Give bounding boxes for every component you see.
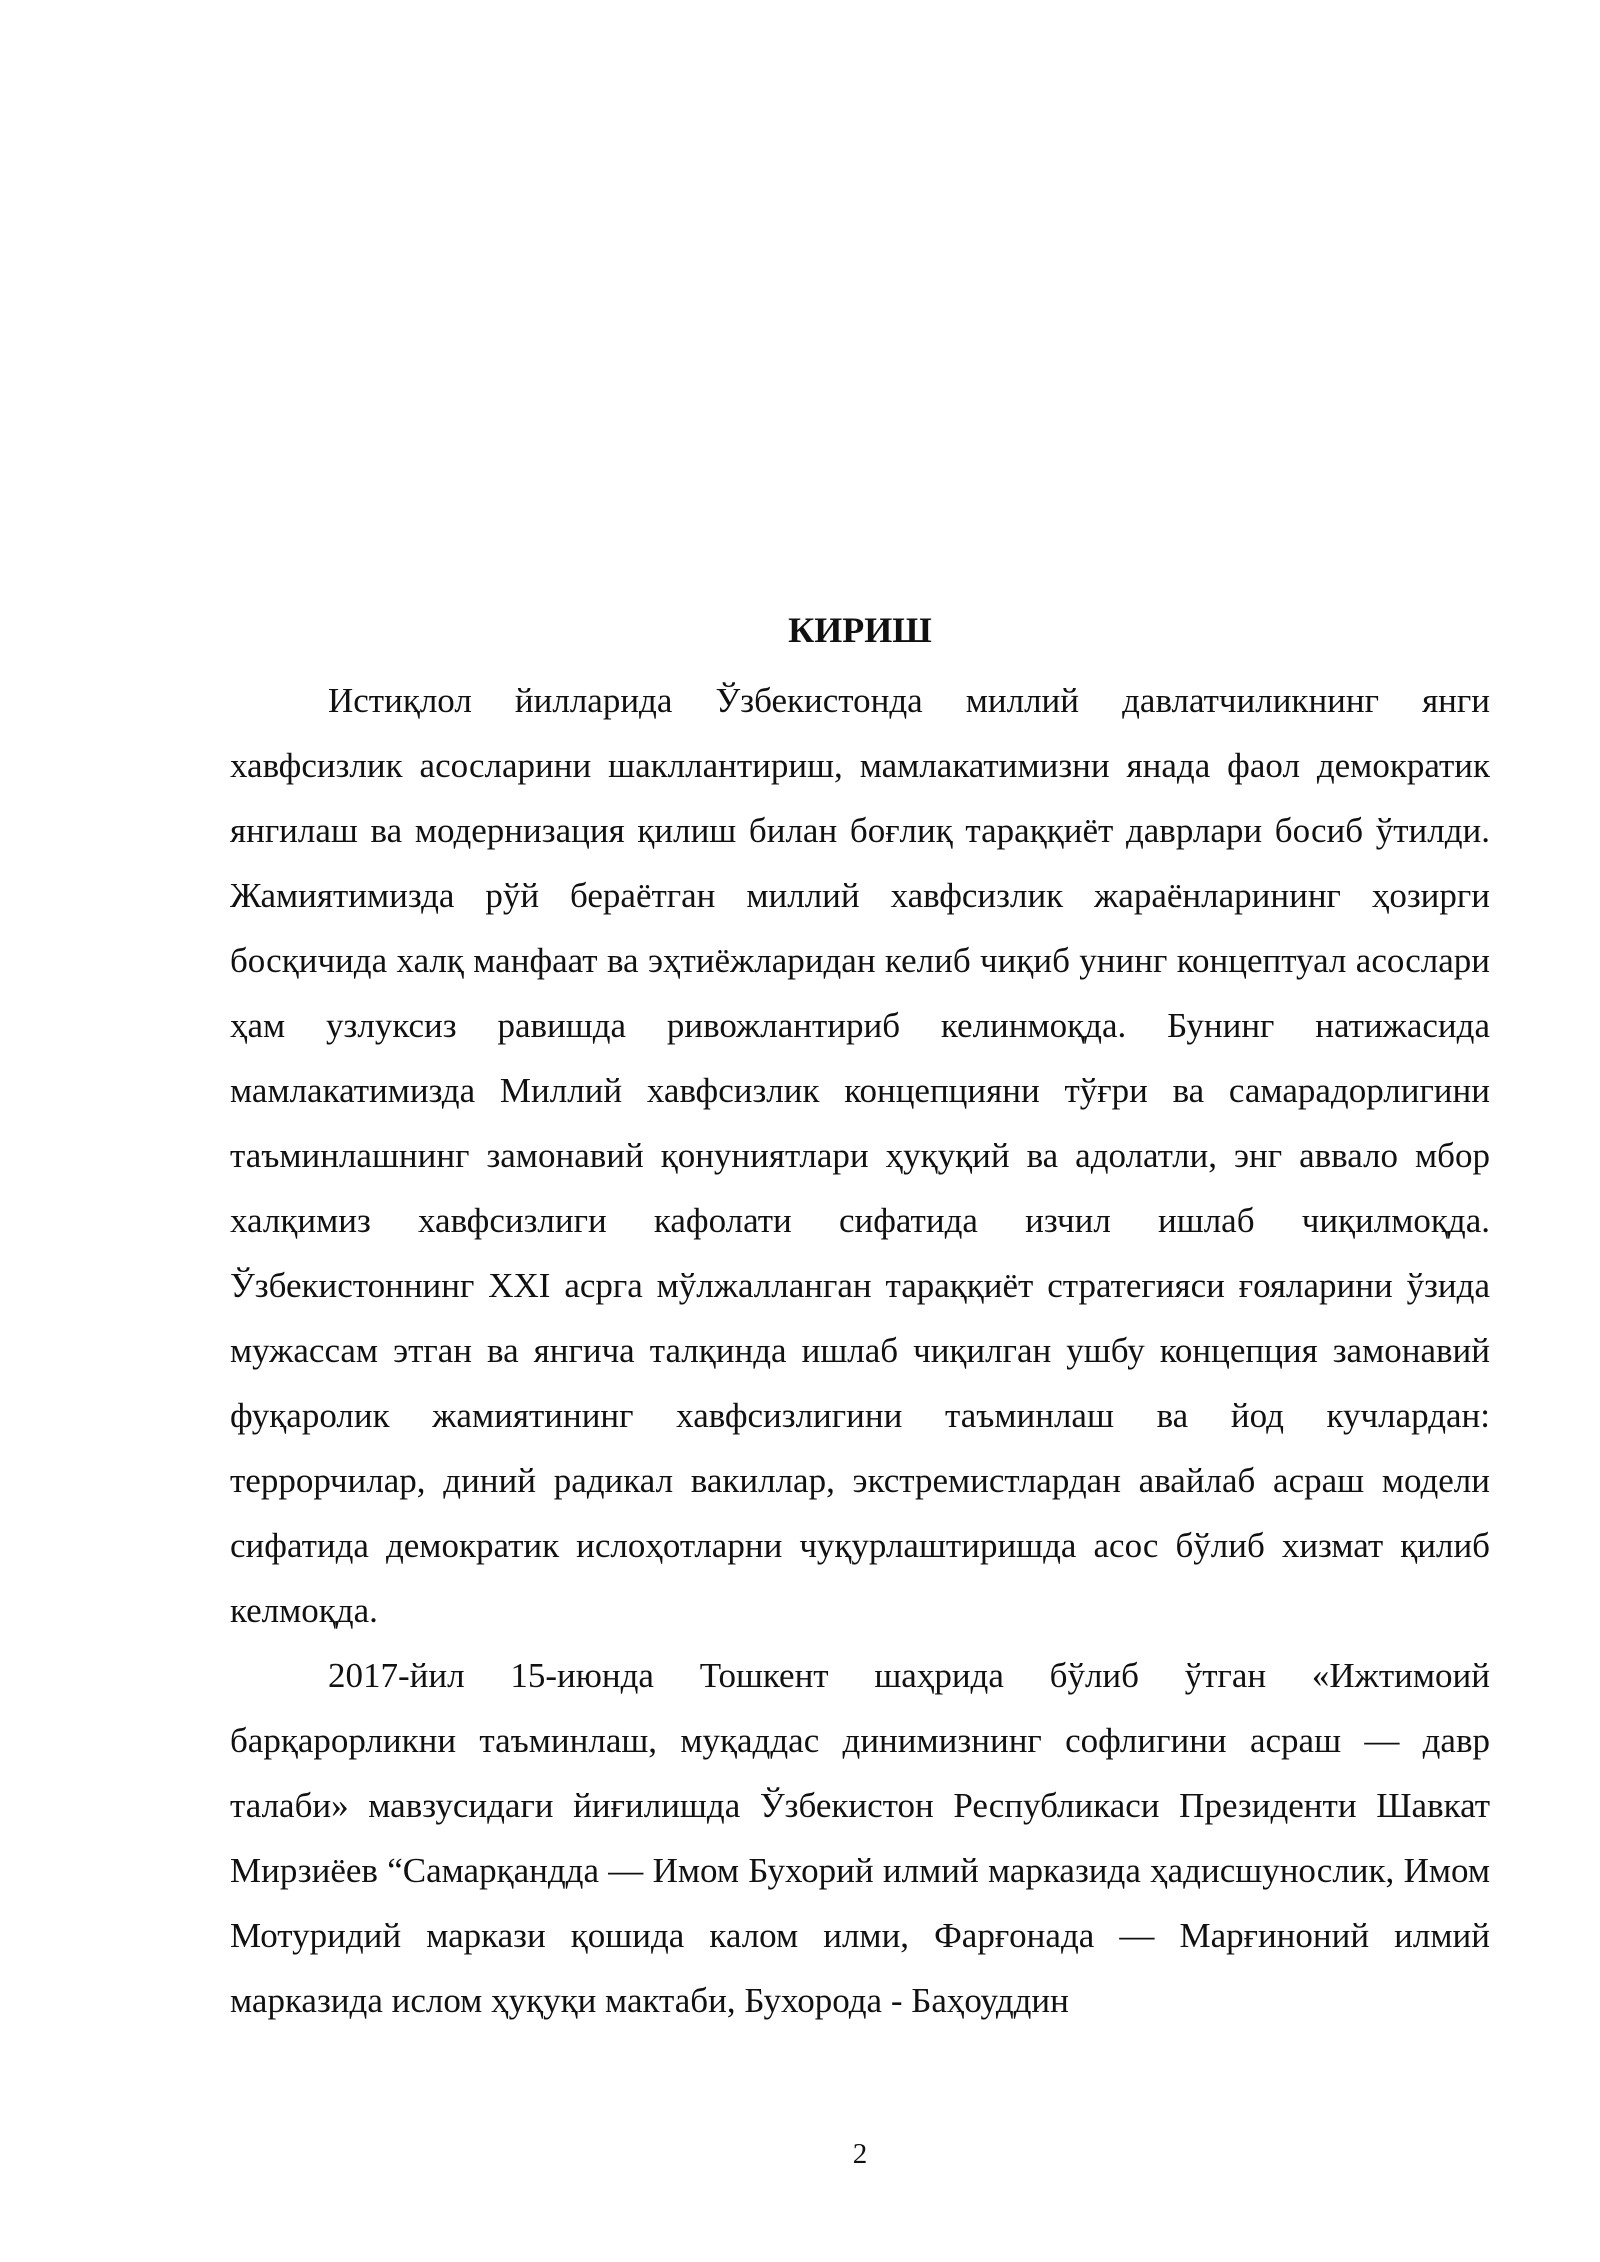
paragraph-2: 2017-йил 15-июнда Тошкент шаҳрида бўлиб ўтган «Ижтимоий барқарорликни таъминлаш, муқаддас динимизнинг софлигини асраш — давр талаби» мавзусидаги йиғилишда Ўзбекистон Республикаси Президенти Шавкат Мирзиёев “Самарқандда — Имом Бухорий илмий марказида ҳадисшунослик, Имом Мотуридий маркази қошида калом илми, Фарғонада — Марғиноний илмий марказида ислом ҳуқуқи мактаби, Бухорода - Баҳоуддин: [230, 1656, 1490, 2020]
paragraph-1: Истиқлол йилларида Ўзбекистонда миллий давлатчиликнинг янги хавфсизлик асосларини шакллантириш, мамлакатимизни янада фаол демократик янгилаш ва модернизация қилиш билан боғлиқ тараққиёт даврлари босиб ўтилди. Жамиятимизда рўй бераётган миллий хавфсизлик жараёнларининг ҳозирги босқичида халқ манфаат ва эҳтиёжларидан келиб чиқиб унинг концептуал асослари ҳам узлуксиз равишда ривожлантириб келинмоқда. Бунинг натижасида мамлакатимизда Миллий хавфсизлик концепцияни тўғри ва самарадорлигини таъминлашнинг замонавий қонуниятлари ҳуқуқий ва адолатли, энг аввало мбор халқимиз хавфсизлиги кафолати сифатида изчил ишлаб чиқилмоқда. Ўзбекистоннинг XXI асрга мўлжалланган тараққиёт стратегияси ғояларини ўзида мужассам этган ва янгича талқинда ишлаб чиқилган ушбу концепция замонавий фуқаролик жамиятининг хавфсизлигини таъминлаш ва йод кучлардан: террорчилар, диний радикал вакиллар, экстремистлардан авайлаб асраш модели сифатида демократик ислоҳотларни чуқурлаштиришда асос бўлиб хизмат қилиб келмоқда.: [230, 681, 1490, 1630]
page-number: 2: [852, 2138, 868, 2170]
body-text: [230, 668, 1490, 2033]
section-heading: КИРИШ: [788, 610, 932, 650]
